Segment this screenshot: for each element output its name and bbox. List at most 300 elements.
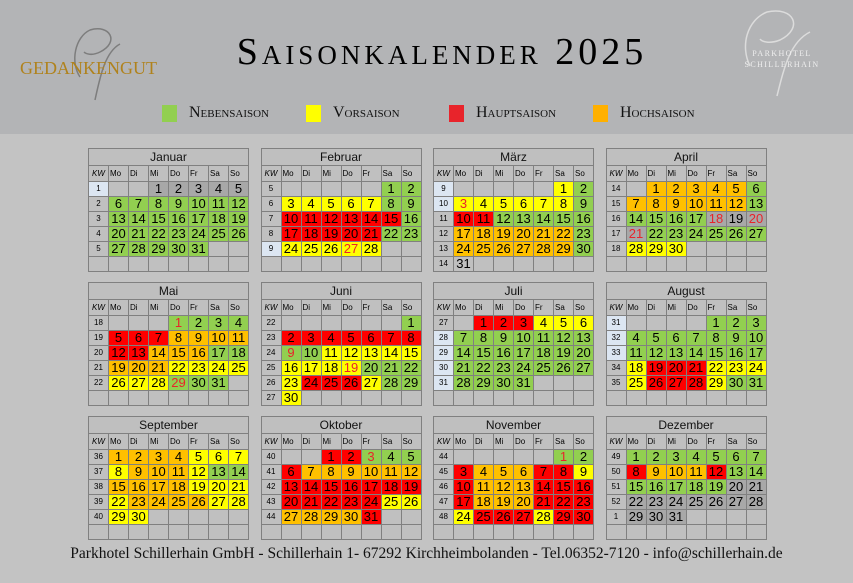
week-number: 50	[606, 465, 626, 480]
week-row	[261, 331, 421, 346]
weekday-header: Sa	[209, 300, 229, 316]
week-row	[434, 480, 594, 495]
day-cell: 27	[666, 376, 686, 391]
day-cell: 22	[401, 361, 421, 376]
empty-cell	[686, 525, 706, 540]
day-cell: 6	[109, 197, 129, 212]
weekday-header: Do	[686, 300, 706, 316]
empty-cell	[706, 242, 726, 257]
day-cell: 4	[474, 465, 494, 480]
month-table	[433, 299, 594, 406]
day-cell: 14	[534, 480, 554, 495]
logo-left-text: GEDANKENGUT	[20, 58, 157, 78]
gedankengut-logo	[20, 22, 165, 102]
week-number: 48	[434, 510, 454, 525]
day-cell: 12	[726, 197, 746, 212]
empty-cell	[281, 316, 301, 331]
day-cell: 29	[109, 510, 129, 525]
day-cell: 16	[494, 346, 514, 361]
week-number: 24	[261, 346, 281, 361]
week-row	[606, 182, 766, 197]
month-table	[261, 299, 422, 406]
day-cell: 3	[301, 331, 321, 346]
week-number: 9	[261, 242, 281, 257]
day-cell: 2	[281, 331, 301, 346]
empty-cell	[109, 391, 129, 406]
week-row	[89, 182, 249, 197]
day-cell: 4	[209, 182, 229, 197]
day-cell: 15	[381, 212, 401, 227]
day-cell: 22	[554, 227, 574, 242]
week-row	[89, 525, 249, 540]
empty-cell	[686, 316, 706, 331]
day-cell: 31	[514, 376, 534, 391]
week-number: 37	[89, 465, 109, 480]
day-cell: 26	[321, 242, 341, 257]
legend-label: Nebensaison	[189, 104, 270, 121]
day-cell: 30	[646, 510, 666, 525]
day-cell: 30	[574, 510, 594, 525]
day-cell: 29	[646, 242, 666, 257]
day-cell: 20	[746, 212, 766, 227]
day-cell: 12	[401, 465, 421, 480]
empty-cell	[686, 257, 706, 272]
weekday-header: Do	[514, 300, 534, 316]
week-number: 14	[606, 182, 626, 197]
empty-cell	[726, 391, 746, 406]
week-number: 12	[434, 227, 454, 242]
day-cell: 2	[401, 182, 421, 197]
day-cell: 11	[209, 197, 229, 212]
week-number	[261, 257, 281, 272]
weekday-header: Do	[686, 166, 706, 182]
week-row	[261, 346, 421, 361]
empty-cell	[666, 391, 686, 406]
day-cell: 19	[229, 212, 249, 227]
legend-swatch-red	[449, 105, 464, 122]
day-cell: 28	[229, 495, 249, 510]
empty-cell	[454, 450, 474, 465]
day-cell: 14	[534, 212, 554, 227]
weekday-header-row	[434, 166, 594, 182]
day-cell: 24	[454, 242, 474, 257]
day-cell: 24	[281, 242, 301, 257]
week-number: 51	[606, 480, 626, 495]
week-number: 3	[89, 212, 109, 227]
empty-cell	[514, 450, 534, 465]
weekday-header: Mi	[321, 300, 341, 316]
weekday-header: Sa	[554, 434, 574, 450]
day-cell: 4	[474, 197, 494, 212]
weekday-header-row	[261, 166, 421, 182]
day-cell: 29	[401, 376, 421, 391]
parkhotel-logo	[722, 6, 842, 98]
day-cell: 1	[401, 316, 421, 331]
day-cell: 15	[401, 346, 421, 361]
day-cell: 21	[534, 495, 554, 510]
week-number: 42	[261, 480, 281, 495]
day-cell: 5	[494, 465, 514, 480]
day-cell: 17	[746, 346, 766, 361]
day-cell: 14	[626, 212, 646, 227]
day-cell: 16	[574, 212, 594, 227]
empty-cell	[209, 525, 229, 540]
day-cell: 1	[706, 316, 726, 331]
weekday-header: Mi	[149, 434, 169, 450]
week-number: 7	[261, 212, 281, 227]
empty-cell	[646, 257, 666, 272]
week-row	[261, 450, 421, 465]
day-cell: 21	[381, 361, 401, 376]
day-cell: 24	[746, 361, 766, 376]
day-cell: 3	[666, 450, 686, 465]
day-cell: 7	[149, 331, 169, 346]
month-märz	[433, 148, 594, 270]
kw-header: KW	[261, 166, 281, 182]
empty-cell	[341, 391, 361, 406]
day-cell: 23	[574, 227, 594, 242]
day-cell: 18	[706, 212, 726, 227]
day-cell: 26	[341, 376, 361, 391]
week-row	[606, 510, 766, 525]
empty-cell	[746, 391, 766, 406]
week-number: 52	[606, 495, 626, 510]
weekday-header: Mo	[281, 434, 301, 450]
day-cell: 30	[494, 376, 514, 391]
day-cell: 5	[229, 182, 249, 197]
logo-right-line2: SCHILLERHAIN	[744, 60, 820, 69]
weekday-header: Mi	[321, 434, 341, 450]
day-cell: 15	[474, 346, 494, 361]
weekday-header: Di	[474, 166, 494, 182]
weekday-header: Di	[646, 300, 666, 316]
month-mai	[88, 282, 249, 404]
empty-cell	[381, 510, 401, 525]
empty-cell	[129, 182, 149, 197]
empty-cell	[149, 510, 169, 525]
day-cell: 13	[514, 480, 534, 495]
legend-label: Vorsaison	[333, 104, 400, 121]
week-row	[261, 316, 421, 331]
empty-cell	[454, 525, 474, 540]
day-cell: 23	[401, 227, 421, 242]
week-row	[434, 525, 594, 540]
day-cell: 6	[574, 316, 594, 331]
empty-cell	[129, 257, 149, 272]
weekday-header: Mi	[494, 300, 514, 316]
week-row	[606, 361, 766, 376]
week-number: 25	[261, 361, 281, 376]
week-row	[606, 495, 766, 510]
empty-cell	[301, 525, 321, 540]
weekday-header: Mo	[109, 434, 129, 450]
day-cell: 21	[229, 480, 249, 495]
weekday-header: So	[746, 434, 766, 450]
empty-cell	[706, 510, 726, 525]
week-row	[606, 465, 766, 480]
weekday-header: Sa	[209, 166, 229, 182]
weekday-header: Fr	[706, 434, 726, 450]
month-november	[433, 416, 594, 538]
week-number: 49	[606, 450, 626, 465]
empty-cell	[189, 257, 209, 272]
week-number: 11	[434, 212, 454, 227]
weekday-header: Mo	[281, 166, 301, 182]
week-row	[606, 316, 766, 331]
month-table	[433, 433, 594, 540]
week-number	[89, 391, 109, 406]
weekday-header: So	[229, 300, 249, 316]
day-cell: 18	[474, 227, 494, 242]
day-cell: 25	[381, 495, 401, 510]
month-title: Oktober	[261, 416, 422, 433]
day-cell: 22	[626, 495, 646, 510]
weekday-header: Mo	[626, 434, 646, 450]
week-number: 13	[434, 242, 454, 257]
month-title: August	[606, 282, 767, 299]
empty-cell	[626, 182, 646, 197]
month-table	[606, 165, 767, 272]
day-cell: 19	[189, 480, 209, 495]
day-cell: 31	[454, 257, 474, 272]
day-cell: 5	[554, 316, 574, 331]
day-cell: 29	[474, 376, 494, 391]
day-cell: 4	[534, 316, 554, 331]
day-cell: 12	[646, 346, 666, 361]
month-table	[606, 433, 767, 540]
calendar-grid	[88, 148, 767, 538]
day-cell: 27	[109, 242, 129, 257]
day-cell: 1	[554, 182, 574, 197]
day-cell: 6	[514, 197, 534, 212]
day-cell: 15	[554, 212, 574, 227]
week-row	[261, 495, 421, 510]
day-cell: 7	[301, 465, 321, 480]
day-cell: 26	[554, 361, 574, 376]
day-cell: 10	[666, 465, 686, 480]
day-cell: 24	[454, 510, 474, 525]
day-cell: 3	[514, 316, 534, 331]
day-cell: 9	[129, 465, 149, 480]
day-cell: 28	[746, 495, 766, 510]
week-row	[261, 197, 421, 212]
day-cell: 24	[686, 227, 706, 242]
day-cell: 9	[666, 197, 686, 212]
day-cell: 25	[706, 227, 726, 242]
day-cell: 15	[626, 480, 646, 495]
day-cell: 27	[129, 376, 149, 391]
day-cell: 8	[149, 197, 169, 212]
day-cell: 9	[574, 197, 594, 212]
weekday-header: So	[401, 300, 421, 316]
empty-cell	[626, 257, 646, 272]
week-row	[434, 391, 594, 406]
day-cell: 16	[281, 361, 301, 376]
empty-cell	[301, 391, 321, 406]
day-cell: 27	[514, 510, 534, 525]
empty-cell	[109, 182, 129, 197]
weekday-header: Mi	[494, 166, 514, 182]
empty-cell	[666, 525, 686, 540]
week-row	[261, 525, 421, 540]
day-cell: 8	[169, 331, 189, 346]
day-cell: 28	[626, 242, 646, 257]
day-cell: 14	[301, 480, 321, 495]
weekday-header: So	[229, 166, 249, 182]
empty-cell	[746, 257, 766, 272]
day-cell: 3	[149, 450, 169, 465]
week-number: 38	[89, 480, 109, 495]
day-cell: 11	[474, 212, 494, 227]
day-cell: 18	[534, 346, 554, 361]
day-cell: 19	[401, 480, 421, 495]
empty-cell	[686, 510, 706, 525]
day-cell: 7	[381, 331, 401, 346]
day-cell: 10	[301, 346, 321, 361]
month-table	[433, 165, 594, 272]
empty-cell	[129, 316, 149, 331]
empty-cell	[321, 391, 341, 406]
day-cell: 12	[189, 465, 209, 480]
week-row	[89, 257, 249, 272]
empty-cell	[281, 450, 301, 465]
empty-cell	[381, 257, 401, 272]
month-table	[88, 299, 249, 406]
day-cell: 1	[626, 450, 646, 465]
day-cell: 2	[574, 182, 594, 197]
day-cell: 31	[209, 376, 229, 391]
day-cell: 18	[474, 495, 494, 510]
day-cell: 11	[686, 465, 706, 480]
day-cell: 19	[494, 227, 514, 242]
day-cell: 11	[301, 212, 321, 227]
weekday-header: Mo	[454, 300, 474, 316]
weekday-header: Di	[474, 300, 494, 316]
empty-cell	[281, 257, 301, 272]
weekday-header: Do	[341, 300, 361, 316]
day-cell: 20	[209, 480, 229, 495]
day-cell: 28	[129, 242, 149, 257]
week-row	[89, 316, 249, 331]
legend-item-vorsaison	[306, 104, 400, 122]
day-cell: 12	[229, 197, 249, 212]
week-number: 47	[434, 495, 454, 510]
day-cell: 8	[474, 331, 494, 346]
day-cell: 6	[129, 331, 149, 346]
week-number: 28	[434, 331, 454, 346]
week-row	[434, 450, 594, 465]
day-cell: 16	[401, 212, 421, 227]
weekday-header: Do	[341, 166, 361, 182]
weekday-header: So	[401, 434, 421, 450]
weekday-header: Do	[514, 166, 534, 182]
day-cell: 12	[494, 212, 514, 227]
legend-item-hochsaison	[593, 104, 695, 122]
week-number: 5	[89, 242, 109, 257]
day-cell: 13	[341, 212, 361, 227]
weekday-header: Sa	[381, 300, 401, 316]
day-cell: 16	[646, 480, 666, 495]
day-cell: 15	[149, 212, 169, 227]
day-cell: 8	[646, 197, 666, 212]
day-cell: 6	[341, 197, 361, 212]
day-cell: 18	[229, 346, 249, 361]
day-cell: 15	[169, 346, 189, 361]
day-cell: 31	[189, 242, 209, 257]
week-number: 2	[89, 197, 109, 212]
header	[0, 0, 853, 134]
kw-header: KW	[606, 434, 626, 450]
day-cell: 4	[169, 450, 189, 465]
empty-cell	[534, 376, 554, 391]
empty-cell	[341, 257, 361, 272]
week-number: 40	[89, 510, 109, 525]
day-cell: 1	[554, 450, 574, 465]
week-row	[434, 361, 594, 376]
day-cell: 13	[666, 346, 686, 361]
weekday-header: Mo	[109, 166, 129, 182]
day-cell: 16	[189, 346, 209, 361]
day-cell: 6	[281, 465, 301, 480]
week-row	[261, 510, 421, 525]
empty-cell	[514, 257, 534, 272]
empty-cell	[494, 257, 514, 272]
day-cell: 7	[626, 197, 646, 212]
week-number	[606, 525, 626, 540]
day-cell: 10	[149, 465, 169, 480]
day-cell: 29	[626, 510, 646, 525]
empty-cell	[574, 391, 594, 406]
week-number: 40	[261, 450, 281, 465]
weekday-header: Fr	[361, 166, 381, 182]
day-cell: 18	[321, 361, 341, 376]
day-cell: 15	[554, 480, 574, 495]
empty-cell	[726, 525, 746, 540]
day-cell: 23	[281, 376, 301, 391]
weekday-header: Fr	[534, 300, 554, 316]
month-juli	[433, 282, 594, 404]
week-row	[89, 465, 249, 480]
kw-header: KW	[261, 300, 281, 316]
day-cell: 10	[514, 331, 534, 346]
day-cell: 11	[534, 331, 554, 346]
day-cell: 16	[726, 346, 746, 361]
weekday-header: Mo	[626, 300, 646, 316]
day-cell: 29	[169, 376, 189, 391]
day-cell: 7	[534, 465, 554, 480]
day-cell: 13	[129, 346, 149, 361]
empty-cell	[209, 391, 229, 406]
weekday-header: Mi	[494, 434, 514, 450]
empty-cell	[706, 257, 726, 272]
day-cell: 5	[321, 197, 341, 212]
day-cell: 22	[381, 227, 401, 242]
weekday-header-row	[434, 434, 594, 450]
day-cell: 8	[321, 465, 341, 480]
day-cell: 2	[129, 450, 149, 465]
week-row	[261, 227, 421, 242]
week-row	[606, 525, 766, 540]
week-row	[606, 391, 766, 406]
weekday-header: Sa	[554, 166, 574, 182]
week-number: 27	[434, 316, 454, 331]
empty-cell	[169, 510, 189, 525]
day-cell: 2	[574, 450, 594, 465]
legend-label: Hochsaison	[620, 104, 695, 121]
day-cell: 26	[189, 495, 209, 510]
day-cell: 11	[229, 331, 249, 346]
weekday-header: Di	[646, 434, 666, 450]
